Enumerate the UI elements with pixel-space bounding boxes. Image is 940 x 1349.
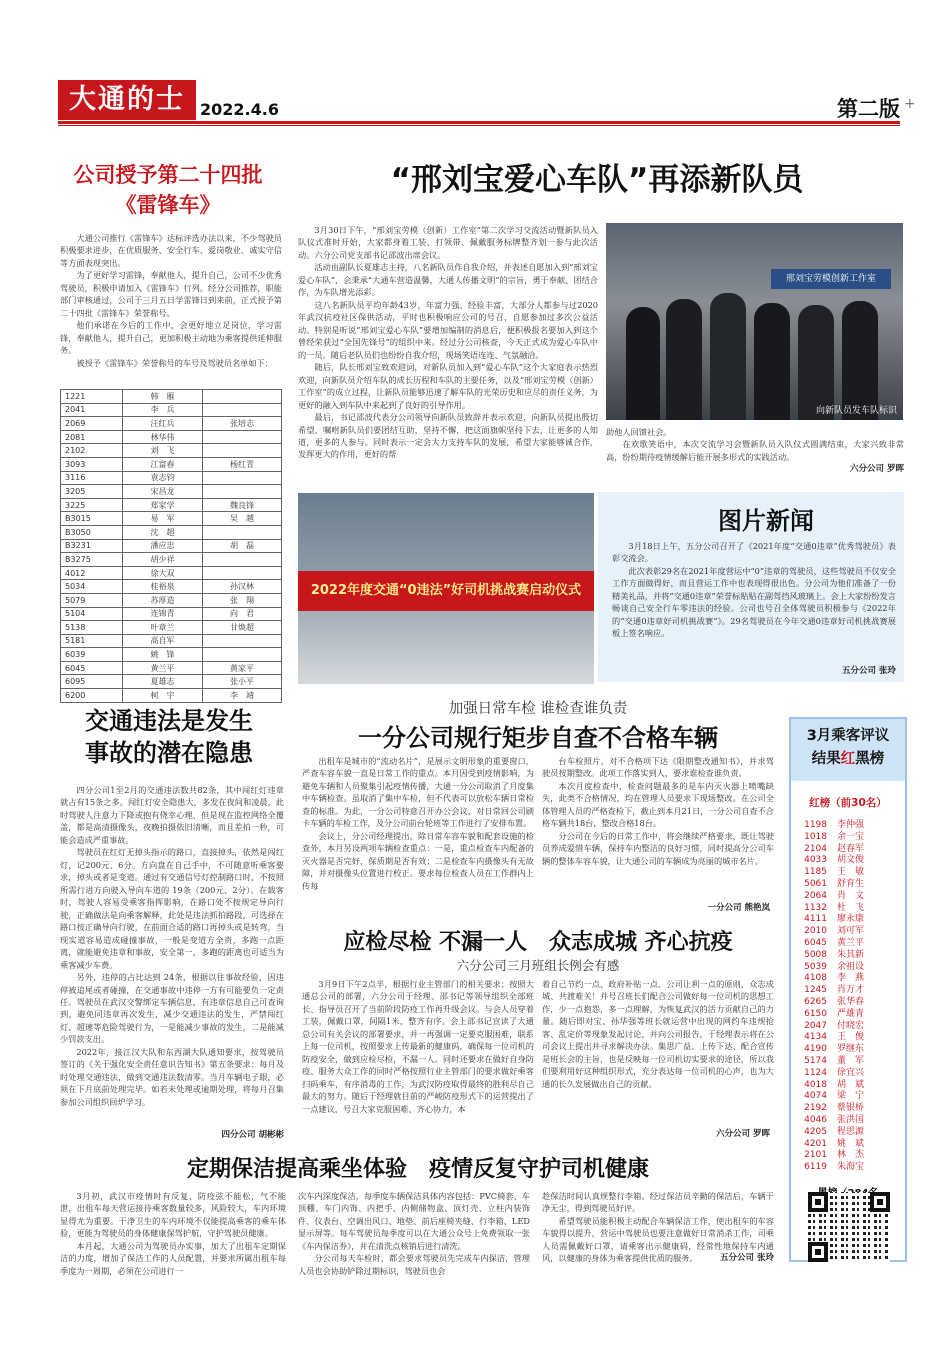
table-row <box>61 430 282 444</box>
ranking-box <box>789 717 907 1262</box>
table-cell: 魏良锋 <box>203 498 282 512</box>
list-item-name: 李 燕 <box>837 973 865 984</box>
table-cell: 林华伟 <box>123 430 203 444</box>
list-item <box>791 1115 905 1127</box>
table-cell <box>203 566 282 580</box>
table-row <box>61 566 282 580</box>
table-row <box>61 498 282 512</box>
article1-body <box>60 232 282 369</box>
table-cell: B3015 <box>61 512 123 526</box>
article4-byline: 四分公司 胡彬彬 <box>221 1130 284 1140</box>
list-item-car-no: 5039 <box>804 961 827 972</box>
list-item-car-no: 2104 <box>804 843 827 854</box>
table-cell: 5079 <box>61 593 123 607</box>
list-item-car-no: 2192 <box>804 1103 827 1114</box>
table-cell: 5104 <box>61 607 123 621</box>
list-item-name: 肖万才 <box>837 985 865 996</box>
list-item-car-no: 2047 <box>804 1020 827 1031</box>
table-cell <box>203 430 282 444</box>
table-cell: 甘焕超 <box>203 621 282 635</box>
table-cell: 黄兰平 <box>123 661 203 675</box>
list-item <box>791 891 905 903</box>
table-row <box>61 444 282 458</box>
list-item <box>791 832 905 844</box>
paragraph: 这八名新队员平均年龄43岁，年富力强、经验丰富，大部分人都参与过2020年武汉抗疫社区保供活动，平时也积极响应公司的号召，自愿参加过多次公益活动。特别是听说“邢刘宝爱心车队”要增加编制的消息后，便积极报名要加入到这个曾经荣获过“全国先锋号”的组织中来。经过分公司核查，今天正式成为爱心车队中的一员。随后老队员们也纷纷自我介绍，现场笑语连连、气氛融洽。 <box>298 299 598 360</box>
table-cell: 连锦青 <box>123 607 203 621</box>
table-row <box>61 539 282 553</box>
list-item-name: 赵春军 <box>837 843 865 854</box>
paragraph: 随后，队长邢刘宝致欢迎词，对新队员加入到“爱心车队”这个大家庭表示热烈欢迎，向新队员介绍车队的成长历程和车队的主要任务，以及“邢刘宝劳模（创新）工作室”的成立过程，让新队员能够迅速了解车队的光荣历史和应尽的责任义务，为更好的融入到车队中来起到了良好的引导作用。 <box>298 362 598 410</box>
table-cell <box>203 525 282 539</box>
table-cell: 3205 <box>61 485 123 499</box>
paragraph: 次车内深度保洁，每季度车辆保洁具体内容包括：PVC椅套、车顶棚、车门内饰、内把手、内侧储物盒、顶灯壳、立柱内装饰件、仪表台、空调出风口、地垫、前后座椅夹缝、行李箱、LED显示屏等。每车驾驶员每季度可以在大通公众号上免费领取一张《车内保洁券》，并在清洗点核销后进行清洗。 <box>298 1191 530 1251</box>
table-cell: 5138 <box>61 621 123 635</box>
table-row <box>61 485 282 499</box>
article6-body-right <box>542 978 774 1090</box>
list-item-car-no: 2010 <box>804 926 827 937</box>
list-item <box>791 1009 905 1021</box>
table-cell <box>203 390 282 404</box>
table-cell: 袁志钧 <box>123 471 203 485</box>
list-item-car-no: 6265 <box>804 996 827 1007</box>
table-cell: 2069 <box>61 417 123 431</box>
list-item <box>791 1080 905 1092</box>
paragraph: 3月初，武汉市疫情时有反复，防疫弦不能松，气不能泄，出租车每天营运接待乘客数量较多，风险较大，车内环境显得尤为重要。干净卫生的车内环境不仅能提高乘客的乘车体验，更能为驾驶员的身体健康保驾护航，守护驾驶员健康。 <box>60 1191 286 1239</box>
list-item-car-no: 2064 <box>804 890 827 901</box>
masthead-rule-thin <box>58 125 900 126</box>
article5-byline: 一分公司 熊艳岚 <box>707 903 770 913</box>
paragraph: 着自己节约一点、政府补贴一点、公司让利一点的原则，众志成城、共渡难关！并号召班长们配合公司做好每一位司机的思想工作，少一点抱怨，多一点理解，为恢复武汉的活力贡献自己的力量。随后即对宝、孙华强等班长就运营中出现的网约车违规抢客、乱定价等现象发起讨论，并向公司报告，于经理表示将在公司会议上提出并寻求解决办法。集思广益、上传下达、配合宣传是班长会的主旨，也是反映每一位司机切实要求的途径，所以我们要利用好这种组织形式，充分表达每一位司机的心声，也为大通的长久发展做出自己的贡献。 <box>542 979 774 1089</box>
list-item <box>791 914 905 926</box>
table-cell: 3093 <box>61 457 123 471</box>
list-item-name: 黄兰平 <box>837 937 865 948</box>
award-table <box>60 389 282 703</box>
table-row <box>61 634 282 648</box>
list-item-car-no: 4074 <box>804 1091 827 1102</box>
paragraph: 分公司在今后的日常工作中，将会继续严格要求，既让驾驶员养成爱惜车辆，保持车内整洁的良好习惯，同时提高分公司车辆的整体车容车貌，让大通公司的车辆成为亮丽的城市名片。 <box>542 830 774 866</box>
list-item-car-no: 1198 <box>804 820 827 830</box>
article5-body-left <box>302 755 534 892</box>
edition-label: 第二版 <box>837 97 900 121</box>
list-item-car-no: 4046 <box>804 1114 827 1125</box>
red-list <box>791 820 905 1174</box>
table-cell: 高自军 <box>123 634 203 648</box>
list-item <box>791 985 905 997</box>
list-item <box>791 1056 905 1068</box>
table-row <box>61 417 282 431</box>
paragraph: 四分公司1至2月的交通违法数共82条，其中闯红灯违章就占有15条之多。闯红灯安全隐患大，多发在夜间和凌晨，此时驾驶人注意力下降或抱有侥幸心理，但是现在监控网络全覆盖，都是高清摄像头，夜晚拍摄依旧清晰，而且差拍一秒，可能会造成严重事故。 <box>60 785 284 845</box>
list-item-car-no: 4201 <box>804 1138 827 1149</box>
table-cell: 2041 <box>61 403 123 417</box>
article7-byline: 五分公司 张玲 <box>720 1253 774 1263</box>
list-item-car-no: 1132 <box>804 902 827 913</box>
table-row <box>61 580 282 594</box>
table-cell: 李 兵 <box>123 403 203 417</box>
list-item <box>791 1127 905 1139</box>
team-photo-person <box>754 303 790 420</box>
table-cell <box>203 485 282 499</box>
list-item-car-no: 1185 <box>804 867 827 878</box>
list-item-name: 杜 飞 <box>837 902 865 913</box>
article6-body-left <box>302 978 534 1115</box>
list-item <box>791 962 905 974</box>
table-row <box>61 390 282 404</box>
article4-body <box>60 784 284 1108</box>
paragraph: 分公司每天车检时，都会要求驾驶员先完成车内保洁，管理人员也会协助铲除过期标识，驾驶员也会 <box>298 1253 530 1276</box>
table-cell <box>203 648 282 662</box>
list-item-name: 刘可军 <box>837 926 865 937</box>
article7-title: 定期保洁提高乘坐体验 疫情反复守护司机健康 <box>186 1157 649 1182</box>
crop-mark: + <box>904 96 916 112</box>
table-cell: 张培志 <box>203 417 282 431</box>
list-item-name: 程思源 <box>837 1126 865 1137</box>
list-item-name: 胡 斌 <box>837 1079 865 1090</box>
table-cell: 潘应忠 <box>123 539 203 553</box>
ceremony-photo <box>298 493 594 684</box>
article6-byline: 六分公司 罗晖 <box>716 1129 770 1139</box>
list-item <box>791 1021 905 1033</box>
list-item-car-no: 2101 <box>804 1150 827 1161</box>
list-item-car-no: 5061 <box>804 878 827 889</box>
paragraph: 本月起，大通公司为驾驶员办实事，加大了出租车定期保洁的力度，增加了保洁工作的人员配置，并要求所属出租车每季度为一周期，必须在公司进行一 <box>60 1240 286 1276</box>
table-cell: B3050 <box>61 525 123 539</box>
list-item-name: 余祖设 <box>837 961 865 972</box>
table-cell: 吴 越 <box>203 512 282 526</box>
list-item <box>791 844 905 856</box>
article1-title-line2: 《雷锋车》 <box>115 193 221 217</box>
table-cell: 江富春 <box>123 457 203 471</box>
article5-kicker: 加强日常车检 谁检查谁负责 <box>448 701 628 717</box>
table-cell: 沈 超 <box>123 525 203 539</box>
list-item-name: 李仲强 <box>837 820 865 830</box>
paragraph: 会议上，分公司经理提出，除日常车容车貌和配套设施的检查外，本月另设两项车辆检查重点：一是，重点检查车内配备的灭火器是否完好，保质期是否有效；二是检查车内摄像头有无故障，并对摄像头位置进行校正。要求每位检查人员在工作群内上传每 <box>302 830 534 891</box>
paragraph: 为了更好学习雷锋，奉献他人，提升自己，公司不少优秀驾驶员，积极申请加入《雷锋车》行列。经分公司推荐，职能部门审核通过，公司于三月五日学雷锋日到来前，正式授予第二十四批《雷锋车》荣誉称号。 <box>60 270 282 318</box>
table-cell: 6039 <box>61 648 123 662</box>
table-cell: 胡 磊 <box>203 539 282 553</box>
team-photo-person <box>626 307 660 420</box>
paragraph: 此次表彰29名在2021年度营运中“0”违章的驾驶员，这些驾驶员不仅安全工作方面做得好，而且营运工作中也表现得很出色。分公司为他们准备了一份精美礼品，并将“交通0违章”荣誉标贴贴在副驾挡风玻璃上。会上大家纷纷发言畅谈自己安全行车零违法的经验。公司也号召全体驾驶员积极参与《2022年的“交通0违章好司机挑战赛”》。29名驾驶员在今年交通0违章好司机挑战赛展板上签名响应。 <box>612 565 896 639</box>
list-item-car-no: 5008 <box>804 949 827 960</box>
list-item-name: 余一宝 <box>837 831 865 842</box>
list-item <box>791 926 905 938</box>
table-cell: 姚 锋 <box>123 648 203 662</box>
paragraph: 在欢歌笑语中，本次交流学习会暨新队员入队仪式圆满结束，大家兴致非常高，纷纷期待疫情缓解后能开展多形式的实践活动。 <box>606 439 904 462</box>
list-item-car-no: 4134 <box>804 1032 827 1043</box>
article1-title <box>48 160 288 220</box>
table-cell: 胡少祥 <box>123 553 203 567</box>
table-cell: 孙汉林 <box>203 580 282 594</box>
paragraph: 3月18日上午，五分公司召开了《2021年度“交通0违章”优秀驾驶员》表彰交流会。 <box>612 541 896 564</box>
table-cell: 2081 <box>61 430 123 444</box>
article1-table-wrap <box>60 389 282 703</box>
list-item-name: 张洪国 <box>837 1114 865 1125</box>
article2-body-right <box>606 426 904 463</box>
paragraph: 另外，违停的占比达到 24条，根据以往事故经验，因违停被追尾或者碰撞，在交通事故中违停一方有可能要负一定责任。驾驶员在武汉交警绑定车辆信息，有违章信息自己可查询到，避免同违章再次发生，减少交通违法的发生，严禁闯红灯、超速等危险驾驶行为，一是能减少事故的发生，二是能减少罚款支出。 <box>60 972 284 1045</box>
list-item-name: 王 俊 <box>837 1032 865 1043</box>
list-item-name: 朱海宝 <box>837 1162 865 1173</box>
list-item <box>791 1091 905 1103</box>
table-cell: B3231 <box>61 539 123 553</box>
team-photo <box>606 223 903 420</box>
ranking-title-line1: 3月乘客评议 <box>806 728 890 744</box>
table-cell <box>203 403 282 417</box>
ranking-title-red: 红 <box>840 751 856 767</box>
list-item <box>791 1068 905 1080</box>
list-item <box>791 1150 905 1162</box>
paragraph: 2022年，接江汉大队和东西湖大队通知要求，按驾驶员签订的《关于强化安全责任意识告知书》第五条要求：每月及时处理交通违法，做到交通违法数清零。当月车辆电子眼，必须在下月底前处理完毕。如若未处理或逾期处理，将每月召集参加公司组织回炉学习。 <box>60 1046 284 1107</box>
article2-byline: 六分公司 罗晖 <box>850 464 904 474</box>
list-item <box>791 903 905 915</box>
list-item-car-no: 4018 <box>804 1079 827 1090</box>
table-row <box>61 403 282 417</box>
list-item <box>791 867 905 879</box>
list-item-name: 梁 宁 <box>837 1091 865 1102</box>
table-cell: 韩 雁 <box>123 390 203 404</box>
table-cell: 6045 <box>61 661 123 675</box>
list-item-car-no: 6119 <box>804 1162 827 1173</box>
table-cell <box>203 471 282 485</box>
paragraph: 本次月度检查中，检查问题最多的是车内灭火器上喷嘴缺失，此类不合格情况，均在管理人员要求下现场整改。在公司全体管理人员的严格查检下，截止到本月21日，一分公司自查不合格车辆共18台，整改合格18台。 <box>542 780 774 829</box>
list-item-name: 廖永康 <box>837 914 865 925</box>
table-cell: 苏厚造 <box>123 593 203 607</box>
paragraph: 3月9日下午2点半，根据行业主管部门的相关要求；按照大通总公司的部署，六分公司于经理、邵书记等领导组织全部班长、指导员召开了当前阶段防疫工作再升级会议。与会人员穿着工装，佩戴口罩，间隔1米，整齐有序。会上邵书记宣读了大通总公司有关会议的部署要求，并一再强调一定要克服困难，联系上每一位司机，按照要求上传最新的健康码，确保每一位司机的防疫安全，做到应检尽检，不漏一人。同时还要求在做好自身防疫、服务大众工作的同时严格按照行业主管部门的要求做好乘客扫码乘车，有序消毒的工作，为武汉防疫取得最终的胜利尽自己最大的努力。随后于经理就目前的严峻防疫形式下的运营提出了一点建议，号召大家克服困难、齐心协力，本 <box>302 979 534 1114</box>
list-item <box>791 820 905 832</box>
table-cell <box>203 444 282 458</box>
table-row <box>61 648 282 662</box>
article7-col2 <box>298 1190 530 1277</box>
table-cell: 6200 <box>61 689 123 703</box>
list-item-name: 朱其新 <box>837 949 865 960</box>
article2-body-left <box>298 224 598 461</box>
list-item-name: 王 敏 <box>837 867 865 878</box>
paragraph: 活动由副队长夏雄志主持，八名新队员作自我介绍，并表述自愿加入到“邢刘宝爱心车队”，会秉承“大通车营造温馨，大通人传播文明”的宗旨，勇于奉献、团结合作，为车队增光添彩。 <box>298 262 598 298</box>
article6-subtitle: 六分公司三月班组长例会有感 <box>456 958 620 973</box>
table-cell: 易 军 <box>123 512 203 526</box>
table-cell: 叶章兰 <box>123 621 203 635</box>
paragraph: 出租车是城市的“流动名片”，是展示文明形象的重要窗口，严查车容车貌一直是日常工作的重点。本月因受到疫情影响，为避免车辆和人员聚集引起疫情传播，大通一分公司取消了月度集中车辆检查。虽取消了集中车检，但不代表可以放松车辆日常检查的标准。为此，一分公司特意召开办公会议，对日常回公司刷卡车辆的车检工作，及分公司前台轮班等工作进行了安排布置。 <box>302 756 534 829</box>
ranking-title-line2 <box>791 748 905 771</box>
table-cell: 3116 <box>61 471 123 485</box>
list-item-car-no: 1124 <box>804 1067 827 1078</box>
table-cell <box>203 553 282 567</box>
table-row <box>61 593 282 607</box>
table-cell: 4012 <box>61 566 123 580</box>
table-cell: B3275 <box>61 553 123 567</box>
table-cell: 李 靖 <box>203 689 282 703</box>
table-cell: 徐大双 <box>123 566 203 580</box>
list-item <box>791 938 905 950</box>
list-item-name: 付晓宏 <box>837 1020 865 1031</box>
article1-title-line1: 公司授予第二十四批 <box>73 163 263 187</box>
article4-title-line1: 交通违法是发生 <box>85 707 253 735</box>
list-item-car-no: 5174 <box>804 1055 827 1066</box>
table-row <box>61 471 282 485</box>
paragraph: 大通公司推行《雷锋车》达标评选办法以来，不少驾驶员积极要求进步，在优质服务、安全行车、爱岗敬业、诚实守信等方面表现突出。 <box>60 233 282 268</box>
table-cell: 张小平 <box>203 675 282 689</box>
red-list-label: 红榜（前30名） <box>809 797 887 809</box>
list-item <box>791 1139 905 1151</box>
list-item <box>791 879 905 891</box>
table-cell: 汪红兵 <box>123 417 203 431</box>
list-item-name: 张华春 <box>837 996 865 1007</box>
table-cell: 黄家平 <box>203 661 282 675</box>
team-photo-person <box>666 299 702 420</box>
table-cell: 郑家学 <box>123 498 203 512</box>
table-row <box>61 621 282 635</box>
team-photo-sign: 邢刘宝劳模创新工作室 <box>771 269 891 289</box>
list-item-car-no: 6045 <box>804 937 827 948</box>
list-item <box>791 950 905 962</box>
table-cell: 张 翔 <box>203 593 282 607</box>
list-item <box>791 1032 905 1044</box>
article3-byline: 五分公司 张玲 <box>842 666 896 676</box>
paragraph: 他们承诺在今后的工作中，会更好地立足岗位，学习雷锋，奉献他人，提升自己，更加积极主动地为乘客提供延伸服务。 <box>60 320 282 356</box>
qr-code[interactable] <box>808 1192 890 1262</box>
paragraph: 台车检照片，对不合格项下达《限期整改通知书》，并求驾驶员按期整改。此项工作落实到人，要求谁检查谁负责。 <box>542 756 774 779</box>
list-item-name: 舒育生 <box>837 878 865 889</box>
issue-date: 2022.4.6 <box>200 100 279 119</box>
list-item-name: 胡文俊 <box>837 855 865 866</box>
ceremony-banner-text: 2022年度交通“0违法”好司机挑战赛启动仪式 <box>310 583 582 598</box>
list-item-car-no: 4033 <box>804 855 827 866</box>
table-row <box>61 607 282 621</box>
table-row <box>61 553 282 567</box>
table-cell: 柯 宇 <box>123 689 203 703</box>
table-cell: 杨红青 <box>203 457 282 471</box>
table-cell: 刘 飞 <box>123 444 203 458</box>
table-cell: 5181 <box>61 634 123 648</box>
table-cell: 6095 <box>61 675 123 689</box>
list-item-car-no: 4108 <box>804 973 827 984</box>
list-item-name: 罗继东 <box>837 1044 865 1055</box>
article3-body <box>612 540 896 640</box>
team-photo-person <box>710 293 746 420</box>
article6-title: 应检尽检 不漏一人 众志成城 齐心抗疫 <box>343 930 733 955</box>
list-item-car-no: 4205 <box>804 1126 827 1137</box>
list-item-name: 肖 文 <box>837 890 865 901</box>
table-cell: 桂裕泉 <box>123 580 203 594</box>
paragraph: 最后，书记邵波代表分公司领导向新队员致辞并表示欢迎，向新队员提出殷切希望，嘱咐新队员们要团结互助，坚持不懈，把这面旗帜坚持下去，让更多的人知道，更多的人参与。同时表示一定会大力支持车队的发展，希望大家能够诚合作，发挥更大的作用，更好的帮 <box>298 412 598 460</box>
article5-body-right <box>542 755 774 867</box>
table-row <box>61 661 282 675</box>
paragraph: 希望驾驶员能积极主动配合车辆保洁工作，使出租车的车容车貌得以提升，营运中驾驶员也要注意做好日常消杀工作，司乘人员需佩戴好口罩，请乘客出示健康码，经常性地保持车内通风，以健康的身体为乘客提供优质的服务。 <box>542 1215 774 1264</box>
table-row <box>61 525 282 539</box>
article5-title: 一分公司规行矩步自查不合格车辆 <box>358 724 718 752</box>
ranking-title-b: 黑榜 <box>855 751 885 767</box>
article4-title <box>50 705 288 769</box>
list-item-car-no: 6150 <box>804 1008 827 1019</box>
masthead-rule <box>58 121 900 124</box>
article7-col1 <box>60 1190 286 1277</box>
list-item <box>791 1103 905 1115</box>
table-cell <box>203 634 282 648</box>
table-cell: 宋昌龙 <box>123 485 203 499</box>
list-item-name: 蔡银桥 <box>837 1103 865 1114</box>
list-item-name: 董 军 <box>837 1055 865 1066</box>
paragraph: 驾驶员在红灯无掉头指示的路口，直接掉头，依然是闯红灯，记200元、6分。方向盘在自己手中，不可随意听乘客要求，掉头或者是变道。通过有交通信号灯控制路口时，不按照所需行进方向驶入导向车道的 19条（200元、2分）。在载客时，驾驶人容易受乘客指挥影响，在路口处不按规定导向行驶，正确做法是向乘客解释，此处是违法抓拍路段，可选择在路口按正确导向行驶，在前面合适的路口再掉头或是转弯，当现实道容易造成碰撞事故，一般是变道方全责，多跑一点距离，就能避免违章和事故，安全第一，多跑的距离也可适当为乘客减少车费。 <box>60 847 284 970</box>
list-item-car-no: 1018 <box>804 831 827 842</box>
article3-title: 图片新闻 <box>718 507 814 535</box>
table-cell: 1221 <box>61 390 123 404</box>
list-item <box>791 997 905 1009</box>
article4-title-line2: 事故的潜在隐患 <box>85 739 253 767</box>
ranking-title-a: 结果 <box>811 751 841 767</box>
paragraph: 3月30日下午，“邢刘宝劳模（创新）工作室”第二次学习交流活动暨新队员入队仪式准时开始，大家都身着工装、打领带、佩戴服务标牌整齐划一参与此次活动。六分公司党支部书记邵波出席会议。 <box>298 225 598 260</box>
masthead-logo: 大通的士 <box>58 80 196 120</box>
table-cell: 3225 <box>61 498 123 512</box>
list-item <box>791 1044 905 1056</box>
table-cell: 向 君 <box>203 607 282 621</box>
list-item-car-no: 4190 <box>804 1044 827 1055</box>
paragraph: 趁保洁时间认真规整行李箱。经过保洁员辛勤的保洁后，车辆干净无尘，得到驾驶员好评。 <box>542 1191 774 1214</box>
team-photo-caption: 向新队员发车队标识 <box>815 406 897 416</box>
list-item-car-no: 4111 <box>804 914 827 925</box>
list-item-name: 严雄青 <box>837 1008 865 1019</box>
paragraph: 助他人回馈社会。 <box>606 427 672 437</box>
table-row <box>61 512 282 526</box>
table-cell: 夏雄志 <box>123 675 203 689</box>
list-item <box>791 855 905 867</box>
list-item-name: 徐宜兴 <box>837 1067 865 1078</box>
table-row <box>61 689 282 703</box>
ranking-box-header <box>791 719 905 781</box>
table-cell: 5034 <box>61 580 123 594</box>
paragraph: 被授予《雷锋车》荣誉称号的车号及驾驶员名单如下： <box>76 357 273 368</box>
list-item <box>791 973 905 985</box>
list-item-name: 林 杰 <box>837 1150 865 1161</box>
article2-title: “邢刘宝爱心车队”再添新队员 <box>390 162 804 198</box>
table-cell: 2102 <box>61 444 123 458</box>
list-item-car-no: 1245 <box>804 985 827 996</box>
table-row <box>61 675 282 689</box>
list-item <box>791 1162 905 1174</box>
table-row <box>61 457 282 471</box>
list-item-name: 姚 斌 <box>837 1138 865 1149</box>
